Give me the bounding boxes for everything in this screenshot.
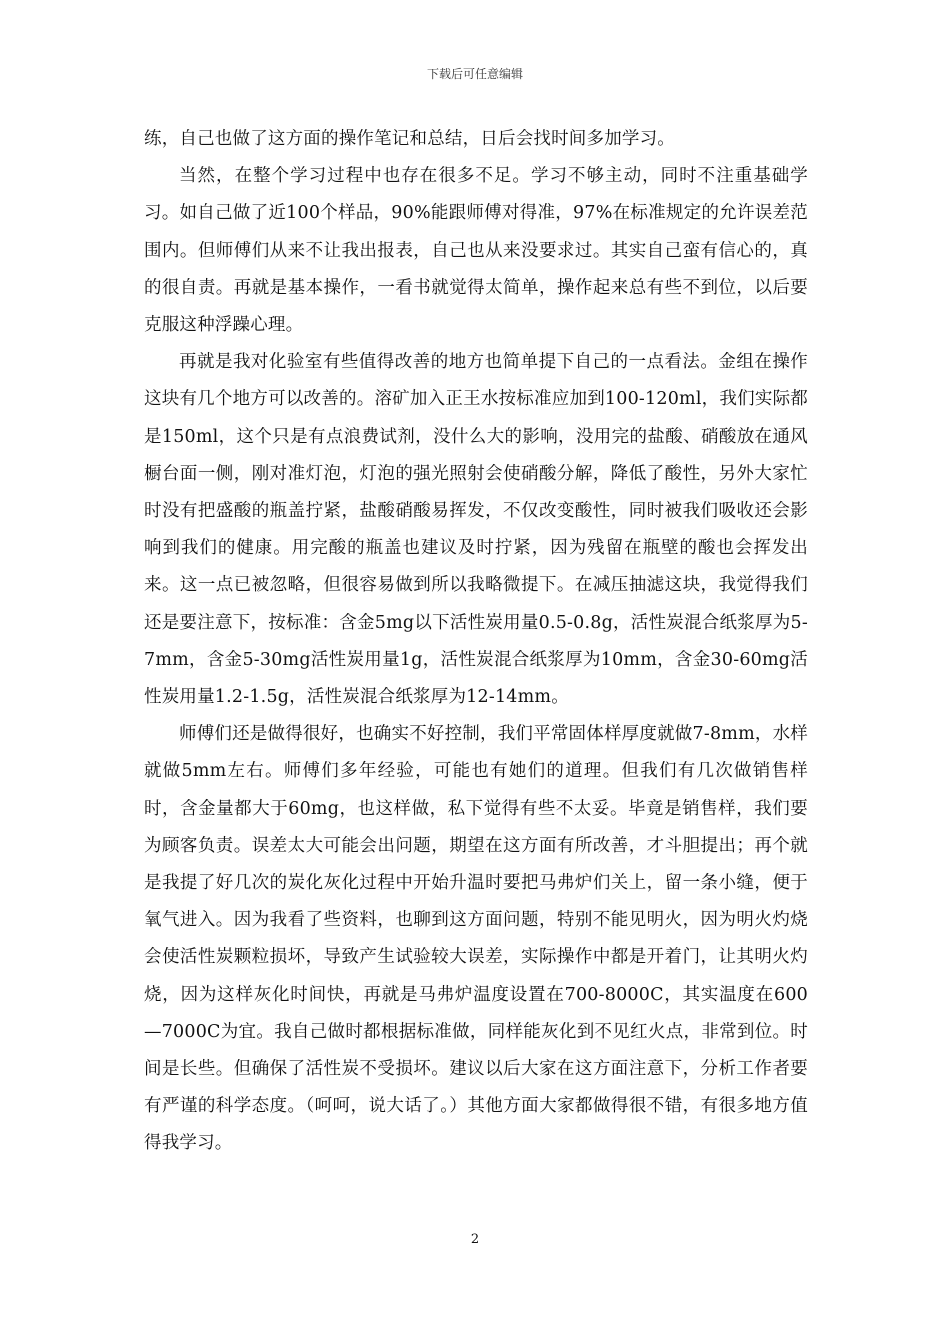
paragraph-master-practices: 师傅们还是做得很好，也确实不好控制，我们平常固体样厚度就做7-8mm，水样就做5mm左右。师傅们多年经验，可能也有她们的道理。但我们有几次做销售样时，含金量都大于60mg，也这样做，私下觉得有些不太妥。毕竟是销售样，我们要为顾客负责。误差太大可能会出问题，期望在这方面有所改善，才斗胆提出；再个就是我提了好几次的炭化灰化过程中开始升温时要把马弗炉们关上，留一条小缝，便于氧气进入。因为我看了些资料，也聊到这方面问题，特别不能见明火，因为明火灼烧会使活性炭颗粒损坏，导致产生试验较大误差，实际操作中都是开着门，让其明火灼烧，因为这样灰化时间快，再就是马弗炉温度设置在700-8000C，其实温度在600—7000C为宜。我自己做时都根据标准做，同样能灰化到不见红火点，非常到位。时间是长些。但确保了活性炭不受损坏。建议以后大家在这方面注意下，分析工作者要有严谨的科学态度。（呵呵，说大话了。）其他方面大家都做得很不错，有很多地方值得我学习。 bbox=[144, 724, 808, 1154]
document-body bbox=[144, 121, 808, 1163]
paragraph-lab-suggestions: 再就是我对化验室有些值得改善的地方也简单提下自己的一点看法。金组在操作这块有几个地方可以改善的。溶矿加入正王水按标准应加到100-120ml，我们实际都是150ml，这个只是有点浪费试剂，没什么大的影响，没用完的盐酸、硝酸放在通风橱台面一侧，刚对准灯泡，灯泡的强光照射会使硝酸分解，降低了酸性，另外大家忙时没有把盛酸的瓶盖拧紧，盐酸硝酸易挥发，不仅改变酸性，同时被我们吸收还会影响到我们的健康。用完酸的瓶盖也建议及时拧紧，因为残留在瓶壁的酸也会挥发出来。这一点已被忽略，但很容易做到所以我略微提下。在减压抽滤这块，我觉得我们还是要注意下，按标准：含金5mg以下活性炭用量0.5-0.8g，活性炭混合纸浆厚为5-7mm，含金5-30mg活性炭用量1g，活性炭混合纸浆厚为10mm，含金30-60mg活性炭用量1.2-1.5g，活性炭混合纸浆厚为12-14mm。 bbox=[144, 352, 808, 708]
paragraph-shortcomings: 当然，在整个学习过程中也存在很多不足。学习不够主动，同时不注重基础学习。如自己做了近100个样品，90%能跟师傅对得准，97%在标准规定的允许误差范围内。但师傅们从来不让我出报表，自己也从来没要求过。其实自己蛮有信心的，真的很自责。再就是基本操作，一看书就觉得太简单，操作起来总有些不到位，以后要克服这种浮躁心理。 bbox=[144, 166, 808, 336]
page-header: 下载后可任意编辑 bbox=[426, 67, 523, 81]
paragraph-continuation: 练，自己也做了这方面的操作笔记和总结，日后会找时间多加学习。 bbox=[144, 129, 675, 149]
page-number: 2 bbox=[470, 1232, 480, 1247]
